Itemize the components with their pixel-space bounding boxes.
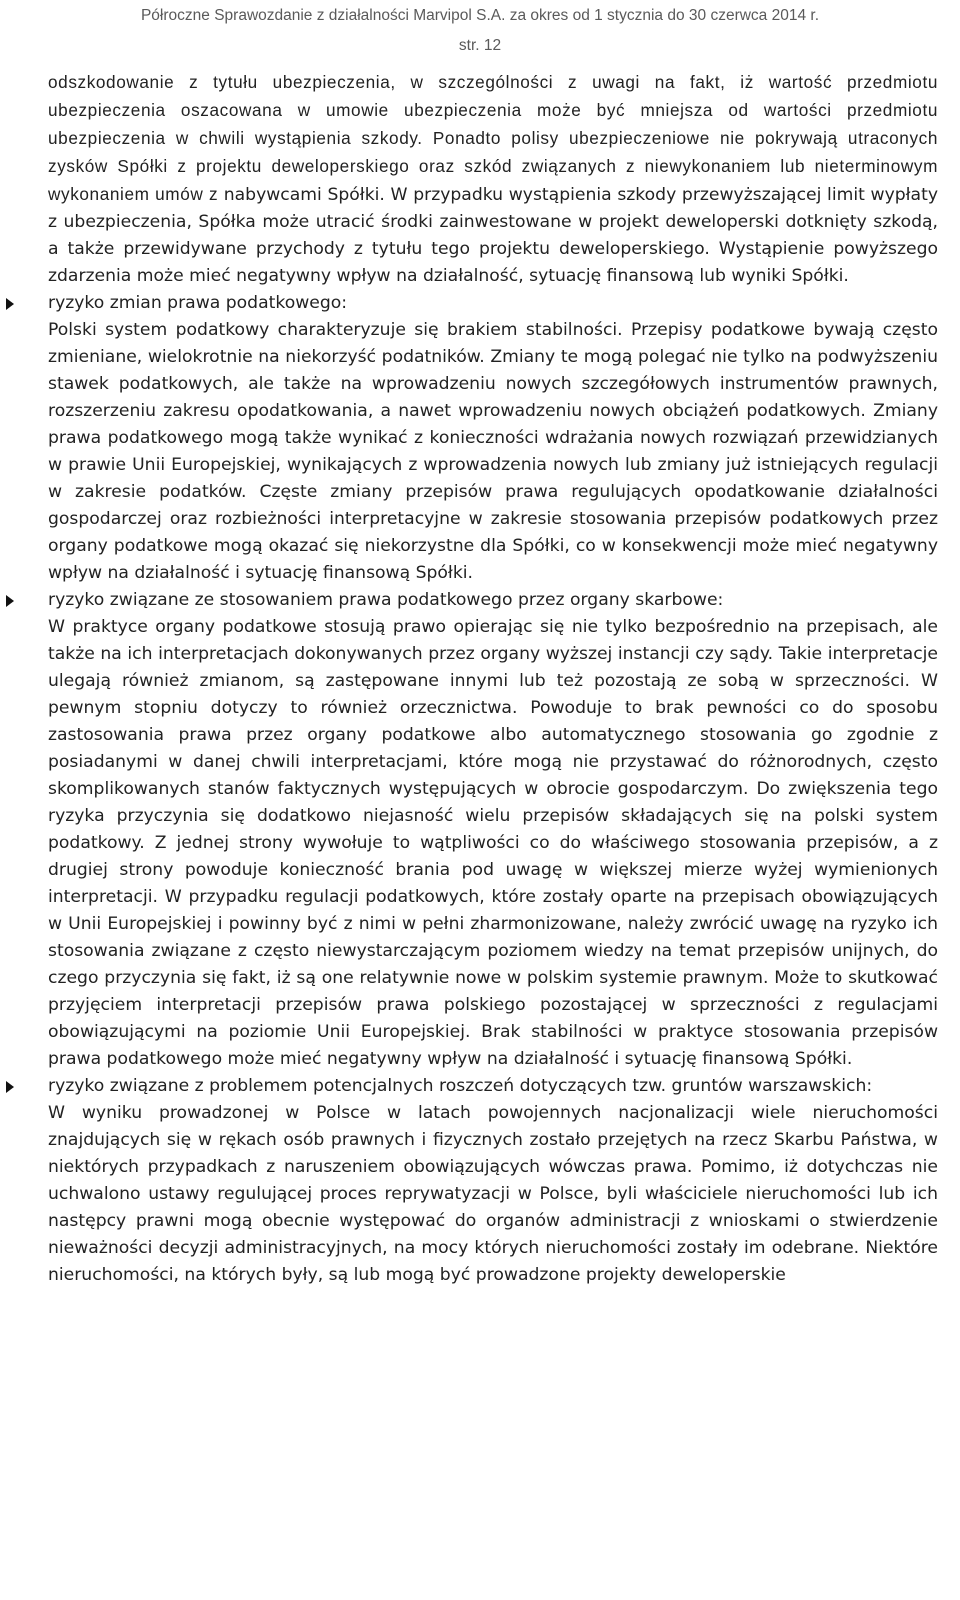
page-header	[0, 0, 960, 55]
risk-heading: ryzyko związane ze stosowaniem prawa podatkowego przez organy skarbowe:	[48, 590, 724, 610]
risk-body: Polski system podatkowy charakteryzuje się brakiem stabilności. Przepisy podatkowe bywają często zmieniane, wielokrotnie na niekorzyść podatników. Zmiany te mogą polegać nie tylko na podwyższeniu stawek podatkowych, ale także na wprowadzeniu nowych szczegółowych instrumentów prawnych, rozszerzeniu zakresu opodatkowania, a nawet wprowadzeniu nowych obciążeń podatkowych. Zmiany prawa podatkowego mogą także wynikać z konieczności wdrażania nowych rozwiązań przewidzianych w prawie Unii Europejskiej, wynikających z wprowadzenia nowych lub zmiany już istniejących regulacji w zakresie podatków. Częste zmiany przepisów prawa regulujących opodatkowanie działalności gospodarczej oraz rozbieżności interpretacyjne w zakresie stosowania przepisów podatkowych przez organy podatkowe mogą okazać się niekorzystne dla Spółki, co w konsekwencji może mieć negatywny wpływ na działalność i sytuację finansową Spółki.	[48, 320, 938, 583]
intro-paragraph	[48, 69, 938, 290]
triangle-bullet-icon	[6, 298, 14, 310]
document-body	[48, 69, 938, 1289]
risk-item-warsaw-land-claims	[48, 1073, 938, 1289]
risk-body: W praktyce organy podatkowe stosują prawo opierając się nie tylko bezpośrednio na przepisach, ale także na ich interpretacjach dokonywanych przez organy wyższej instancji czy sądy. Takie interpretacje ulegają również zmianom, są zastępowane innymi lub też pozostają ze sobą w sprzeczności. W pewnym stopniu dotyczy to również orzecznictwa. Powoduje to brak pewności co do sposobu zastosowania prawa przez organy podatkowe albo automatycznego stosowania go zgodnie z posiadanymi w danej chwili interpretacjami, które mogą nie przystawać do różnorodnych, często skomplikowanych stanów faktycznych występujących w obrocie gospodarczym. Do zwiększenia tego ryzyka przyczynia się dodatkowo niejasność wielu przepisów składających się na polski system podatkowy. Z jednej strony wywołuje to wątpliwości co do właściwego stosowania przepisów, a z drugiej strony powoduje konieczność brania pod uwagę w większej mierze wyżej wymienionych interpretacji. W przypadku regulacji podatkowych, które zostały oparte na przepisach obowiązujących w Unii Europejskiej i powinny być z nimi w pełni zharmonizowane, należy zwrócić uwagę na ryzyko ich stosowania związane z często niewystarczającym poziomem wiedzy na temat przepisów unijnych, do czego przyczynia się fakt, iż są one relatywnie nowe w polskim systemie prawnym. Może to skutkować przyjęciem interpretacji przepisów prawa polskiego pozostającej w sprzeczności z regulacjami obowiązującymi na poziomie Unii Europejskiej. Brak stabilności w praktyce stosowania przepisów prawa podatkowego może mieć negatywny wpływ na działalność i sytuację finansową Spółki.	[48, 617, 938, 1069]
triangle-bullet-icon	[6, 1081, 14, 1093]
document-title: Półroczne Sprawozdanie z działalności Marvipol S.A. za okres od 1 stycznia do 30 czerwca 2014 r.	[140, 7, 820, 24]
risk-body: W wyniku prowadzonej w Polsce w latach powojennych nacjonalizacji wiele nieruchomości znajdujących się w rękach osób prawnych i fizycznych zostało przejętych na rzecz Skarbu Państwa, w niektórych przypadkach z naruszeniem obowiązujących wówczas prawa. Pomimo, iż dotychczas nie uchwalono ustawy regulującej proces reprywatyzacji w Polsce, byli właściciele nieruchomości lub ich następcy prawni mogą obecnie występować do organów administracji z wnioskami o stwierdzenie nieważności decyzji administracyjnych, na mocy których nieruchomości zostały im odebrane. Niektóre nieruchomości, na których były, są lub mogą być prowadzone projekty deweloperskie	[48, 1103, 938, 1285]
intro-paragraph-part1: odszkodowanie z tytułu ubezpieczenia, w szczególności z uwagi na fakt, iż wartość przedmiotu ubezpieczenia oszacowana w umowie ubezpieczenia może być mniejsza od wartości przedmiotu ubezpieczenia w chwili wystąpienia szkody. Ponadto polisy ubezpieczeniowe nie pokrywają utraconych zysków Spółki z projektu deweloperskiego oraz szkód związanych z niewykonaniem lub nieterminowym wykonaniem umów z	[48, 72, 938, 204]
page-number: str. 12	[458, 37, 502, 54]
risk-item-tax-law-application	[48, 587, 938, 1073]
intro-paragraph-part2: nabywcami Spółki. W przypadku wystąpienia szkody przewyższającej limit wypłaty z ubezpieczenia, Spółka może utracić środki zainwestowane w projekt deweloperski dotknięty szkodą, a także przewidywane przychody z tytułu tego projektu deweloperskiego. Wystąpienie powyższego zdarzenia może mieć negatywny wpływ na działalność, sytuację finansową lub wyniki Spółki.	[48, 185, 938, 286]
risk-heading: ryzyko zmian prawa podatkowego:	[48, 293, 348, 313]
risk-heading: ryzyko związane z problemem potencjalnych roszczeń dotyczących tzw. gruntów warszawskich:	[48, 1076, 873, 1096]
triangle-bullet-icon	[6, 595, 14, 607]
risk-item-tax-law-changes	[48, 290, 938, 587]
